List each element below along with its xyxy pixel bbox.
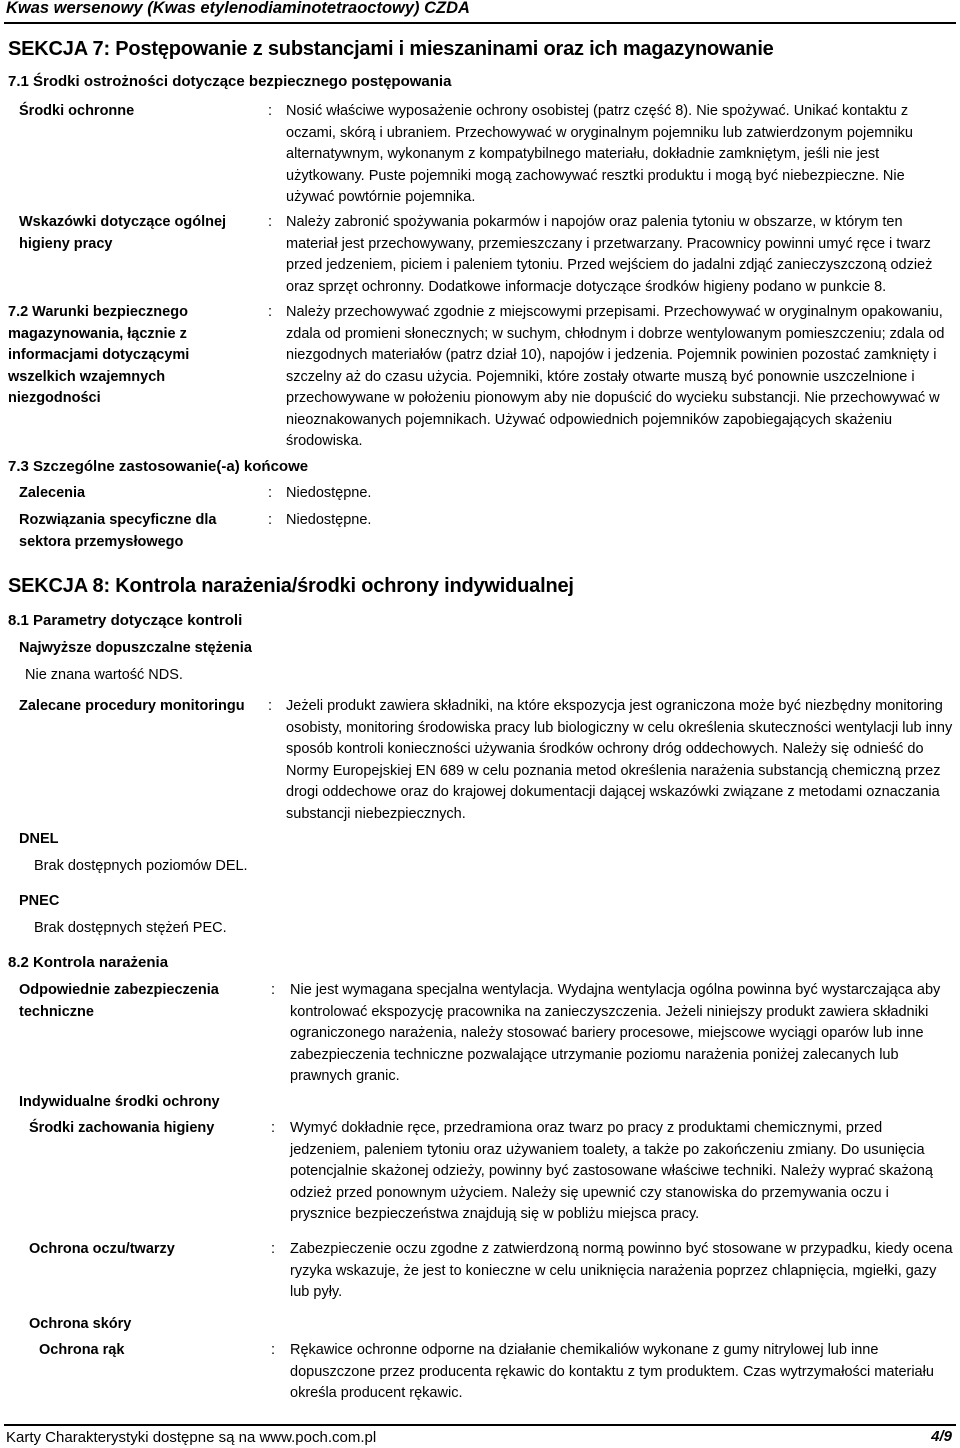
hand-protection-label: Ochrona rąk bbox=[39, 1342, 125, 1358]
subsection-8-2-title: 8.2 Kontrola narażenia bbox=[8, 954, 169, 971]
protective-measures-text: Nosić właściwe wyposażenie ochrony osobistej (patrz część 8). Nie spożywać. Unikać kontaktu z oczami, skórą i ubraniem. Przechowywać w oryginalnym pojemniku lub zatwierdzonym pojemniku alternatywnym, wykonanym z kompatybilnego materiału, dokładnie zamkniętym, jeśli nie jest użytkowany. Puste pojemniki mogą zachowywać resztki produktu i mogą być niebezpieczne. Nie używać powtórnie pojemnika. bbox=[286, 103, 913, 205]
monitoring-procedures-text: Jeżeli produkt zawiera składniki, na które ekspozycja jest ograniczona może być niezbędny monitoring osobisty, monitoring środowiska pracy lub biologiczny w celu określenia skuteczności wentylacji lub inny sposób kontroli konieczności używania środków ochrony dróg oddechowych. Należy się odnieść do Normy Europejskiej EN 689 w celu poznania metod określenia narażenia substancją chemiczną przez drogi oddechowe oraz do krajowej dokumentacji dającej wskazówki związane z metodami oznaczania substancji niebezpiecznych. bbox=[286, 698, 953, 822]
subsection-7-3-title: 7.3 Szczególne zastosowanie(-a) końcowe bbox=[8, 458, 309, 475]
pnec-text: Brak dostępnych stężeń PEC. bbox=[34, 920, 227, 936]
exposure-limits-text: Nie znana wartość NDS. bbox=[25, 667, 183, 683]
colon: : bbox=[268, 103, 273, 119]
page-number: 4/9 bbox=[931, 1428, 952, 1445]
document-footer bbox=[4, 1424, 956, 1448]
colon: : bbox=[268, 304, 273, 320]
ppe-label: Indywidualne środki ochrony bbox=[19, 1094, 220, 1110]
section-7-title: SEKCJA 7: Postępowanie z substancjami i mieszaninami oraz ich magazynowanie bbox=[8, 38, 774, 60]
section-8-title: SEKCJA 8: Kontrola narażenia/środki ochrony indywidualnej bbox=[8, 575, 574, 597]
hygiene-measures-label: Środki zachowania higieny bbox=[29, 1120, 215, 1136]
recommendations-label: Zalecenia bbox=[19, 485, 86, 501]
footer-availability-note: Karty Charakterystyki dostępne są na www.poch.com.pl bbox=[6, 1429, 377, 1446]
storage-conditions-label: 7.2 Warunki bezpiecznego magazynowania, łącznie z informacjami dotyczącymi wszelkich wzajemnych niezgodności bbox=[8, 304, 190, 406]
colon: : bbox=[271, 1342, 276, 1358]
subsection-7-1-title: 7.1 Środki ostrożności dotyczące bezpiecznego postępowania bbox=[8, 73, 452, 90]
hygiene-measures-text: Wymyć dokładnie ręce, przedramiona oraz twarz po pracy z produktami chemicznymi, przed jedzeniem, paleniem tytoniu oraz używaniem toalety, a także po zakończeniu zmiany. Do usunięcia potencjalnie skażonej odzieży, powinny być zastosowane właściwe techniki. Należy wyprać skażoną odzież przed ponownym użyciem. Należy się upewnić czy stanowiska do przemywania oczu i prysznice bezpieczeństwa znajdują się w pobliżu miejsca pracy. bbox=[290, 1120, 933, 1222]
hygiene-advice-text: Należy zabronić spożywania pokarmów i napojów oraz palenia tytoniu w obszarze, w którym ten materiał jest przechowywany, przemieszczany i przetwarzany. Pracownicy powinni umyć ręce i twarz przed jedzeniem, piciem i paleniem tytoniu. Przed wejściem do jadalni zdjąć zanieczyszczoną odzież oraz sprzęt ochronny. Dodatkowe informacje dotyczące środków higieny podano w punkcie 8. bbox=[286, 214, 933, 295]
industry-solutions-label: Rozwiązania specyficzne dla sektora przemysłowego bbox=[19, 512, 217, 550]
protective-measures-label: Środki ochronne bbox=[19, 103, 135, 119]
skin-protection-label: Ochrona skóry bbox=[29, 1316, 132, 1332]
pnec-label: PNEC bbox=[19, 893, 60, 909]
eye-protection-label: Ochrona oczu/twarzy bbox=[29, 1241, 175, 1257]
colon: : bbox=[271, 982, 276, 998]
document-header bbox=[4, 0, 956, 24]
exposure-limits-label: Najwyższe dopuszczalne stężenia bbox=[19, 640, 252, 656]
eye-protection-text: Zabezpieczenie oczu zgodne z zatwierdzoną normą powinno być stosowane w przypadku, kiedy ocena ryzyka wskazuje, że jest to konieczne w celu uniknięcia narażenia poprzez chlapnięcia, mgiełki, gazy lub pyły. bbox=[290, 1241, 953, 1300]
dnel-label: DNEL bbox=[19, 831, 59, 847]
subsection-8-1-title: 8.1 Parametry dotyczące kontroli bbox=[8, 612, 243, 629]
dnel-text: Brak dostępnych poziomów DEL. bbox=[34, 858, 248, 874]
colon: : bbox=[268, 485, 273, 501]
colon: : bbox=[268, 698, 273, 714]
hygiene-advice-label: Wskazówki dotyczące ogólnej higieny pracy bbox=[19, 214, 227, 252]
engineering-controls-text: Nie jest wymagana specjalna wentylacja. Wydajna wentylacja ogólna powinna być wystarczająca aby kontrolować ekspozycję pracownika na zanieczyszczenia. Jeżeli niniejszy produkt zawiera składniki ograniczonego narażenia, należy stosować bariery procesowe, miejscowe wyciągi oparów lub inne zabezpieczenia techniczne pozwalające utrzymanie poziomu narażenia poniżej zalecanych lub prawnych granic. bbox=[290, 982, 941, 1084]
recommendations-text: Niedostępne. bbox=[286, 485, 372, 501]
storage-conditions-text: Należy przechowywać zgodnie z miejscowymi przepisami. Przechowywać w oryginalnym opakowaniu, zdala od promieni słonecznych; w suchym, chłodnym i dobrze wentylowanym pomieszczeniu; zdala od niezgodnych materiałów (patrz dział 10), napojów i jedzenia. Pojemnik powinien pozostać zamknięty i szczelny aż do czasu użycia. Pojemniki, które zostały otwarte muszą być ponownie uszczelnione i przechowywane w położeniu pionowym aby nie dopuścić do wycieku substancji. Nie przechowywać w nieoznakowanych pojemnikach. Używać odpowiednich pojemników zapobiegających skażeniu środowiska. bbox=[286, 304, 945, 449]
colon: : bbox=[268, 214, 273, 230]
hand-protection-text: Rękawice ochronne odporne na działanie chemikaliów wykonane z gumy nitrylowej lub inne dopuszczone przez producenta rękawic do kontaktu z tym produktem. Czas wytrzymałości materiału określa producent rękawic. bbox=[290, 1342, 934, 1401]
monitoring-procedures-label: Zalecane procedury monitoringu bbox=[19, 698, 245, 714]
industry-solutions-text: Niedostępne. bbox=[286, 512, 372, 528]
colon: : bbox=[271, 1120, 276, 1136]
colon: : bbox=[271, 1241, 276, 1257]
colon: : bbox=[268, 512, 273, 528]
engineering-controls-label: Odpowiednie zabezpieczenia techniczne bbox=[19, 982, 219, 1020]
product-title: Kwas wersenowy (Kwas etylenodiaminotetraoctowy) CZDA bbox=[6, 0, 470, 17]
